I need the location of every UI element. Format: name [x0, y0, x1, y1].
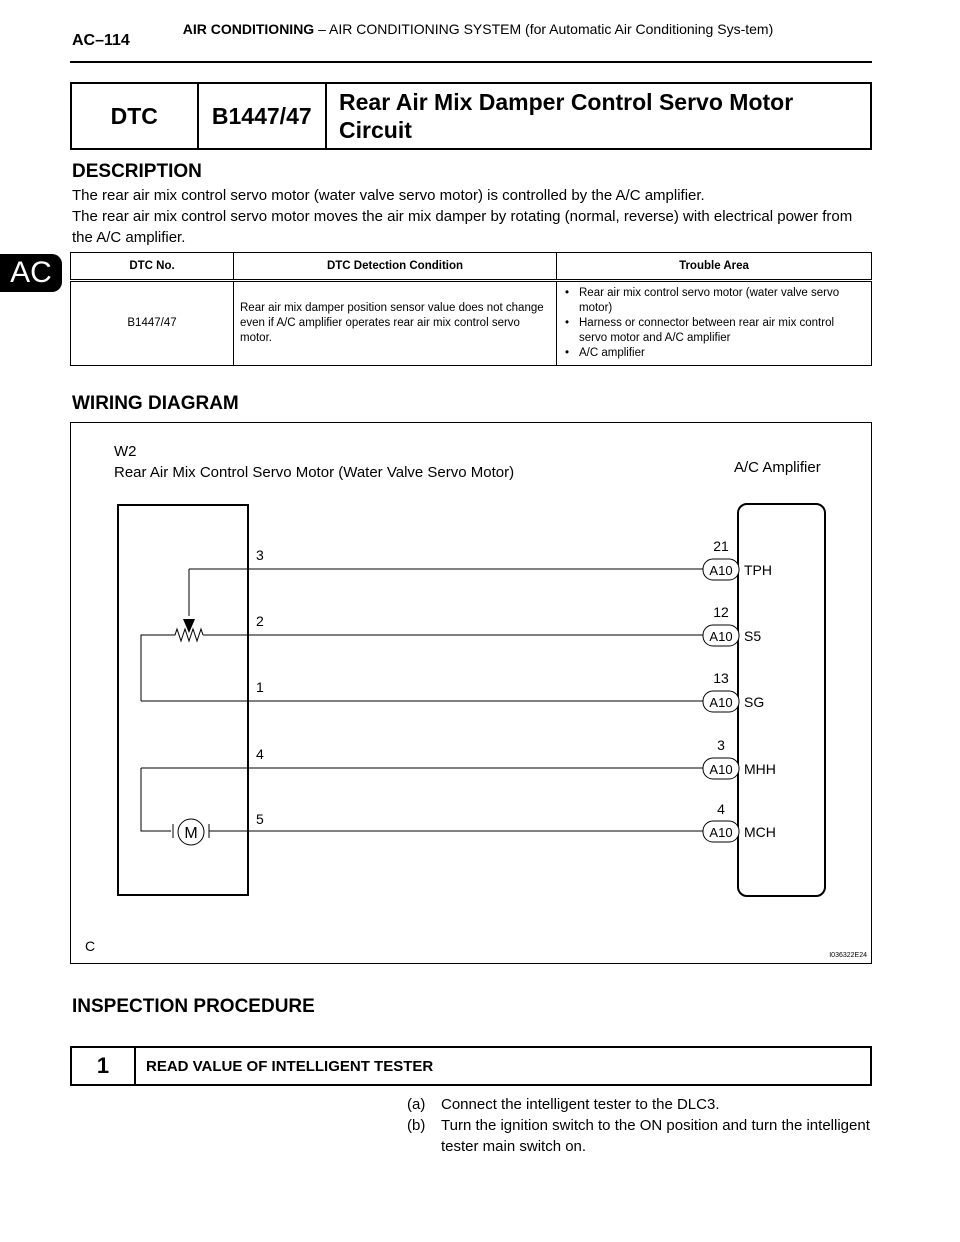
- left-pin: 2: [256, 613, 264, 629]
- dtc-table: [70, 252, 872, 366]
- wiring-diagram: [70, 422, 872, 964]
- connection-row: [141, 737, 776, 779]
- dtc-title: Rear Air Mix Damper Control Servo Motor Circuit: [339, 89, 794, 143]
- table-row: [71, 281, 872, 366]
- page-header-title: [148, 20, 808, 38]
- right-pin: 13: [713, 670, 729, 686]
- signal-name: S5: [744, 628, 762, 644]
- substep-text: Turn the ignition switch to the ON position and turn the intelligent tester main switch on.: [441, 1117, 870, 1155]
- page-number: AC–114: [72, 32, 130, 49]
- connection-row: [203, 604, 761, 646]
- cell-dtc-code: B1447/47: [71, 281, 234, 366]
- left-pin: 3: [256, 547, 264, 563]
- signal-name: MHH: [744, 761, 776, 777]
- connector-code: A10: [709, 762, 733, 777]
- signal-name: MCH: [744, 824, 776, 840]
- figure-id: I036322E24: [829, 952, 867, 959]
- potentiometer-resistor: [141, 629, 203, 701]
- description-heading: DESCRIPTION: [72, 161, 202, 182]
- substep-list: [407, 1094, 877, 1157]
- dtc-title-box: [70, 82, 872, 150]
- col-dtc-no: DTC No.: [71, 253, 234, 281]
- list-item: [407, 1094, 877, 1115]
- table-header-row: [71, 253, 872, 281]
- col-detection-condition: DTC Detection Condition: [234, 253, 557, 281]
- header-section: AIR CONDITIONING: [182, 21, 315, 37]
- right-pin: 3: [717, 737, 725, 753]
- description-line-1: The rear air mix control servo motor (water valve servo motor) is controlled by the A/C amplifier.: [72, 187, 705, 204]
- col-trouble-area: Trouble Area: [557, 253, 872, 281]
- motor-label: M: [184, 825, 198, 842]
- right-pin: 21: [713, 538, 729, 554]
- signal-name: TPH: [744, 562, 772, 578]
- description-text: [72, 185, 872, 248]
- header-subtitle: AIR CONDITIONING SYSTEM (for Automatic Air Conditioning Sys-tem): [329, 21, 774, 37]
- connector-code: A10: [709, 695, 733, 710]
- description-line-2: The rear air mix control servo motor moves the air mix damper by rotating (normal, reverse) with electrical power from the A/C amplifier.: [72, 208, 853, 246]
- list-item: • Harness or connector between rear air mix control servo motor and A/C amplifier: [579, 316, 865, 346]
- right-pin: 4: [717, 801, 725, 817]
- motor-wire: [141, 768, 171, 831]
- list-item: • Rear air mix control servo motor (water valve servo motor): [579, 286, 865, 316]
- connector-code: A10: [709, 563, 733, 578]
- corner-mark: C: [85, 938, 96, 954]
- connection-row: [189, 538, 772, 580]
- connection-row: [141, 670, 764, 712]
- substep-text: Connect the intelligent tester to the DLC3.: [441, 1096, 720, 1113]
- list-item: [407, 1115, 877, 1157]
- wiring-heading: WIRING DIAGRAM: [72, 393, 239, 414]
- inspection-heading: INSPECTION PROCEDURE: [72, 996, 315, 1017]
- cell-condition: Rear air mix damper position sensor value does not change even if A/C amplifier operates rear air mix control servo motor.: [234, 281, 557, 366]
- substep-label: (a): [407, 1096, 426, 1113]
- section-side-tab: AC: [0, 254, 62, 292]
- component-code: W2: [114, 443, 137, 460]
- step-number: 1: [72, 1048, 136, 1084]
- connector-code: A10: [709, 629, 733, 644]
- header-separator: –: [318, 21, 326, 37]
- left-pin: 5: [256, 811, 264, 827]
- header-rule: [70, 61, 872, 63]
- trouble-area-list: [563, 286, 865, 361]
- connector-code: A10: [709, 825, 733, 840]
- list-item: • A/C amplifier: [579, 346, 865, 361]
- left-pin: 1: [256, 679, 264, 695]
- substep-label: (b): [407, 1117, 426, 1134]
- step-title: READ VALUE OF INTELLIGENT TESTER: [146, 1057, 434, 1075]
- cell-trouble-areas: [557, 281, 872, 366]
- amplifier-name: A/C Amplifier: [734, 459, 821, 476]
- dtc-code: B1447/47: [199, 84, 327, 148]
- signal-name: SG: [744, 694, 765, 710]
- right-pin: 12: [713, 604, 729, 620]
- wiring-diagram-svg: [71, 423, 871, 963]
- left-pin: 4: [256, 746, 264, 762]
- dtc-label: DTC: [72, 84, 199, 148]
- step-box: [70, 1046, 872, 1086]
- connection-row: [209, 801, 776, 842]
- component-name: Rear Air Mix Control Servo Motor (Water Valve Servo Motor): [114, 464, 515, 481]
